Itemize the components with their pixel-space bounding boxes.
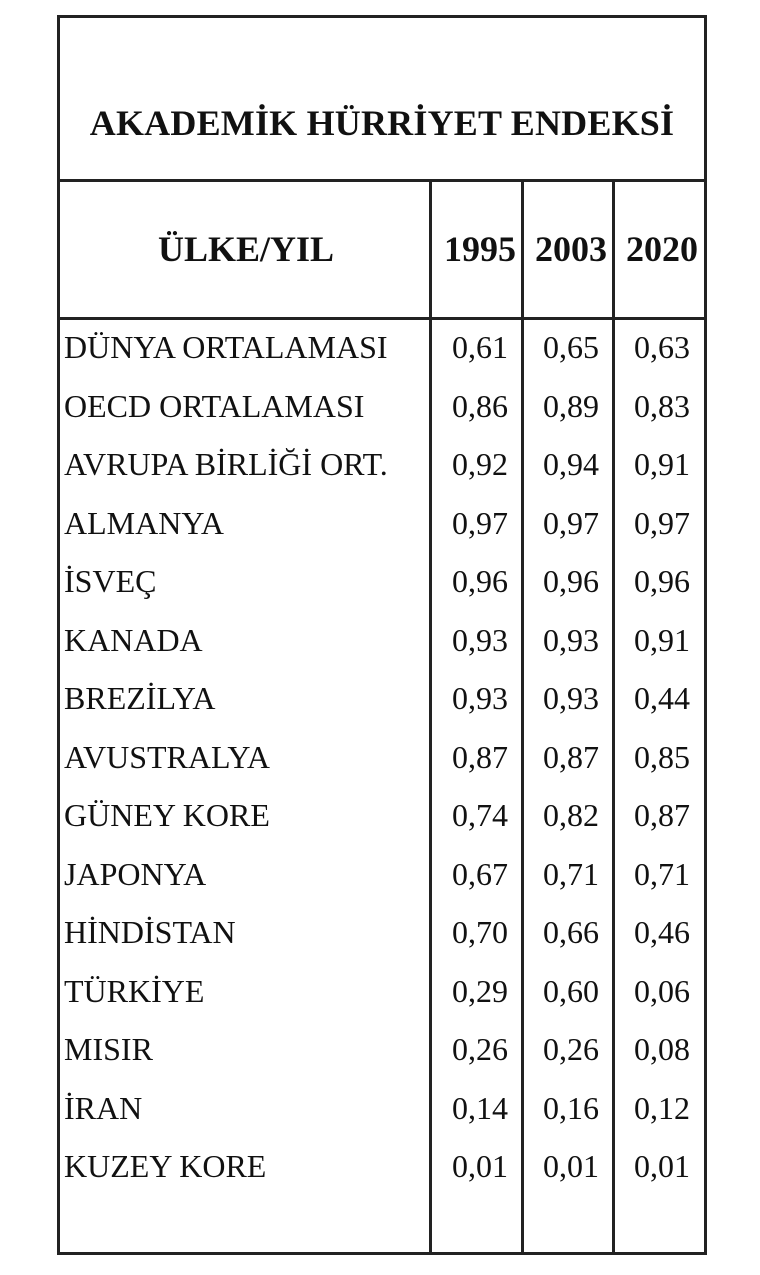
table-row: [60, 669, 704, 727]
value-1995-cell: 0,86: [452, 387, 508, 424]
table-row: [60, 552, 704, 610]
table-row: [60, 435, 704, 493]
table-row: [60, 845, 704, 903]
value-2020-cell: 0,01: [634, 1148, 690, 1184]
country-cell: İSVEÇ: [64, 563, 157, 599]
value-2003-cell: 0,89: [543, 387, 599, 424]
value-2020-cell: 0,87: [634, 797, 690, 833]
country-cell: AVUSTRALYA: [64, 738, 271, 775]
table-row: [60, 903, 704, 961]
value-2003-cell: 0,16: [543, 1089, 599, 1126]
value-2020-cell: 0,91: [634, 621, 690, 658]
value-1995-cell: 0,61: [452, 329, 508, 365]
table-row: [60, 1079, 704, 1137]
table-row: [60, 318, 704, 376]
value-2003-cell: 0,96: [543, 563, 599, 599]
value-2020-cell: 0,12: [634, 1089, 690, 1126]
index-table: [57, 15, 707, 1255]
value-2020-cell: 0,71: [634, 855, 690, 892]
table-row: [60, 962, 704, 1020]
value-2020-cell: 0,08: [634, 1031, 690, 1067]
value-2003-cell: 0,93: [543, 621, 599, 658]
value-1995-cell: 0,67: [452, 855, 508, 892]
value-1995-cell: 0,97: [452, 504, 508, 541]
value-2020-cell: 0,63: [634, 329, 690, 365]
value-1995-cell: 0,14: [452, 1089, 508, 1126]
value-2020-cell: 0,85: [634, 738, 690, 775]
value-2003-cell: 0,26: [543, 1031, 599, 1067]
table-row: [60, 1020, 704, 1078]
value-1995-cell: 0,26: [452, 1031, 508, 1067]
value-2003-cell: 0,65: [543, 329, 599, 365]
value-2003-cell: 0,93: [543, 680, 599, 716]
value-2003-cell: 0,60: [543, 972, 599, 1009]
value-1995-cell: 0,93: [452, 680, 508, 716]
value-1995-cell: 0,96: [452, 563, 508, 599]
value-1995-cell: 0,87: [452, 738, 508, 775]
value-1995-cell: 0,29: [452, 972, 508, 1009]
table-row: [60, 377, 704, 435]
table-title: AKADEMİK HÜRRİYET ENDEKSİ: [89, 103, 675, 143]
value-1995-cell: 0,70: [452, 914, 508, 950]
value-2020-cell: 0,91: [634, 446, 690, 482]
table-row: [60, 494, 704, 552]
country-cell: JAPONYA: [64, 855, 207, 892]
value-2003-cell: 0,01: [543, 1148, 599, 1184]
country-cell: BREZİLYA: [64, 680, 216, 716]
country-cell: GÜNEY KORE: [64, 797, 270, 833]
value-1995-cell: 0,92: [452, 446, 508, 482]
value-2020-cell: 0,44: [634, 680, 690, 716]
country-cell: İRAN: [64, 1089, 143, 1126]
country-cell: KUZEY KORE: [64, 1148, 267, 1184]
country-cell: ALMANYA: [64, 504, 224, 541]
country-cell: MISIR: [64, 1031, 153, 1067]
header-country: ÜLKE/YIL: [157, 229, 335, 269]
table-row: [60, 611, 704, 669]
value-2020-cell: 0,46: [634, 914, 690, 950]
country-cell: TÜRKİYE: [64, 972, 205, 1009]
header-year-2020: 2020: [626, 229, 698, 269]
value-2003-cell: 0,82: [543, 797, 599, 833]
value-1995-cell: 0,74: [452, 797, 508, 833]
value-1995-cell: 0,93: [452, 621, 508, 658]
value-2003-cell: 0,94: [543, 446, 599, 482]
value-2020-cell: 0,83: [634, 387, 690, 424]
table-row: [60, 786, 704, 844]
country-cell: KANADA: [64, 621, 203, 658]
country-cell: AVRUPA BİRLİĞİ ORT.: [64, 446, 388, 482]
country-cell: OECD ORTALAMASI: [64, 387, 365, 424]
value-2020-cell: 0,06: [634, 972, 690, 1009]
header-year-2003: 2003: [535, 229, 607, 269]
value-2003-cell: 0,97: [543, 504, 599, 541]
country-cell: HİNDİSTAN: [64, 914, 236, 950]
value-1995-cell: 0,01: [452, 1148, 508, 1184]
table-row: [60, 728, 704, 786]
value-2003-cell: 0,66: [543, 914, 599, 950]
value-2003-cell: 0,87: [543, 738, 599, 775]
value-2003-cell: 0,71: [543, 855, 599, 892]
header-year-1995: 1995: [444, 229, 516, 269]
table-title-cell: [60, 18, 704, 182]
country-cell: DÜNYA ORTALAMASI: [64, 329, 388, 365]
value-2020-cell: 0,97: [634, 504, 690, 541]
value-2020-cell: 0,96: [634, 563, 690, 599]
table-row: [60, 1137, 704, 1195]
